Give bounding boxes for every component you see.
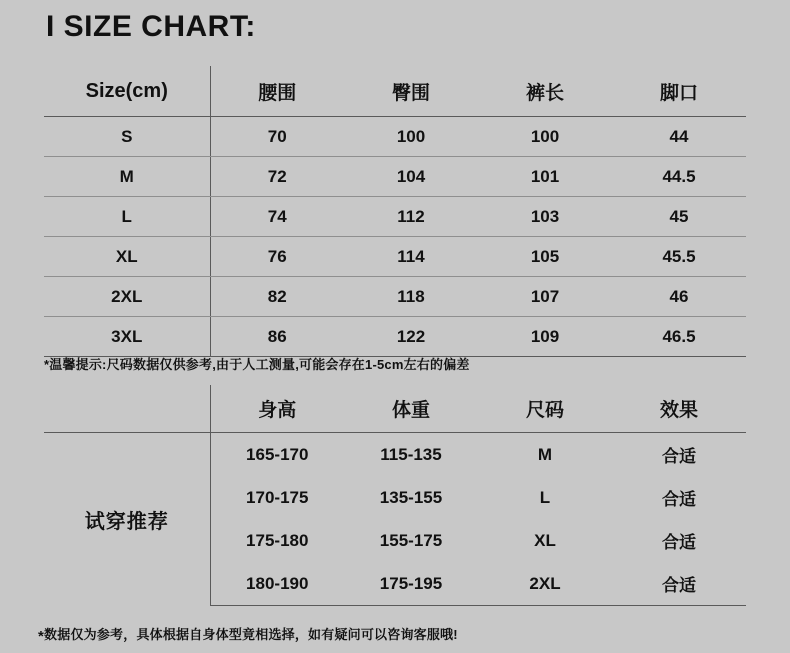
cell-hip: 118	[344, 277, 478, 317]
header-hip: 臀围	[344, 66, 478, 117]
cell-waist: 76	[210, 237, 344, 277]
cell-waist: 70	[210, 117, 344, 157]
cell-effect: 合适	[612, 562, 746, 606]
cell-waist: 72	[210, 157, 344, 197]
cell-size: XL	[44, 237, 210, 277]
asterisk-icon: *	[38, 628, 45, 645]
cell-size: 2XL	[478, 562, 612, 606]
cell-length: 105	[478, 237, 612, 277]
rec-header-row	[44, 385, 746, 433]
cell-hip: 104	[344, 157, 478, 197]
cell-effect: 合适	[662, 490, 696, 509]
cell-waist: 86	[210, 317, 344, 357]
cell-height: 165-170	[246, 444, 309, 464]
header-waist: 腰围	[210, 66, 344, 117]
cell-size: L	[539, 487, 551, 507]
rec-header-height: 身高	[210, 385, 344, 433]
table-row	[44, 117, 746, 157]
fitting-recommendation-table	[44, 385, 746, 606]
cell-weight: 175-195	[344, 562, 478, 606]
cell-hip: 122	[344, 317, 478, 357]
header-hem: 脚口	[612, 66, 746, 117]
cell-waist: 82	[210, 277, 344, 317]
cell-height: 180-190	[210, 562, 344, 606]
cell-size: L	[44, 197, 210, 237]
cell-length: 100	[478, 117, 612, 157]
rec-header-size: 尺码	[478, 385, 612, 433]
cell-hem: 46.5	[612, 317, 746, 357]
cell-size: 3XL	[44, 317, 210, 357]
cell-size: M	[537, 444, 553, 464]
measurement-disclaimer: *温馨提示:尺码数据仅供参考,由于人工测量,可能会存在1-5cm左右的偏差	[44, 357, 470, 372]
cell-weight: 155-175	[379, 530, 443, 550]
header-length: 裤长	[478, 66, 612, 117]
rec-label: 试穿推荐	[44, 433, 210, 606]
rec-header-effect: 效果	[612, 385, 746, 433]
cell-height: 170-175	[246, 487, 309, 507]
rec-header-blank	[44, 385, 210, 433]
cell-size: S	[44, 117, 210, 157]
cell-size: XL	[534, 530, 556, 550]
cell-weight: 135-155	[379, 487, 443, 507]
cell-length: 101	[478, 157, 612, 197]
page-title: I SIZE CHART:	[46, 10, 256, 43]
cell-hem: 45.5	[612, 237, 746, 277]
table-row	[44, 197, 746, 237]
cell-weight: 115-135	[380, 444, 442, 464]
cell-length: 109	[478, 317, 612, 357]
rec-header-weight: 体重	[344, 385, 478, 433]
cell-hem: 44.5	[612, 157, 746, 197]
cell-size: 2XL	[44, 277, 210, 317]
table-row	[44, 237, 746, 277]
cell-size: M	[44, 157, 210, 197]
table-header-row	[44, 66, 746, 117]
header-size: Size(cm)	[44, 66, 210, 117]
table-row	[44, 157, 746, 197]
cell-length: 103	[478, 197, 612, 237]
cell-effect: 合适	[662, 533, 696, 552]
cell-hem: 45	[612, 197, 746, 237]
cell-length: 107	[478, 277, 612, 317]
cell-waist: 74	[210, 197, 344, 237]
bottom-disclaimer-text: 数据仅为参考，具体根据自身体型竟相选择，如有疑问可以咨询客服哦!	[44, 627, 458, 642]
table-row	[44, 317, 746, 357]
size-chart-table	[44, 66, 746, 357]
bottom-disclaimer	[38, 624, 458, 645]
table-row	[44, 433, 746, 477]
cell-height: 175-180	[246, 530, 309, 550]
cell-hem: 46	[612, 277, 746, 317]
cell-hip: 112	[344, 197, 478, 237]
cell-hip: 114	[344, 237, 478, 277]
cell-hem: 44	[612, 117, 746, 157]
table-row	[44, 277, 746, 317]
cell-effect: 合适	[662, 447, 696, 466]
cell-hip: 100	[344, 117, 478, 157]
